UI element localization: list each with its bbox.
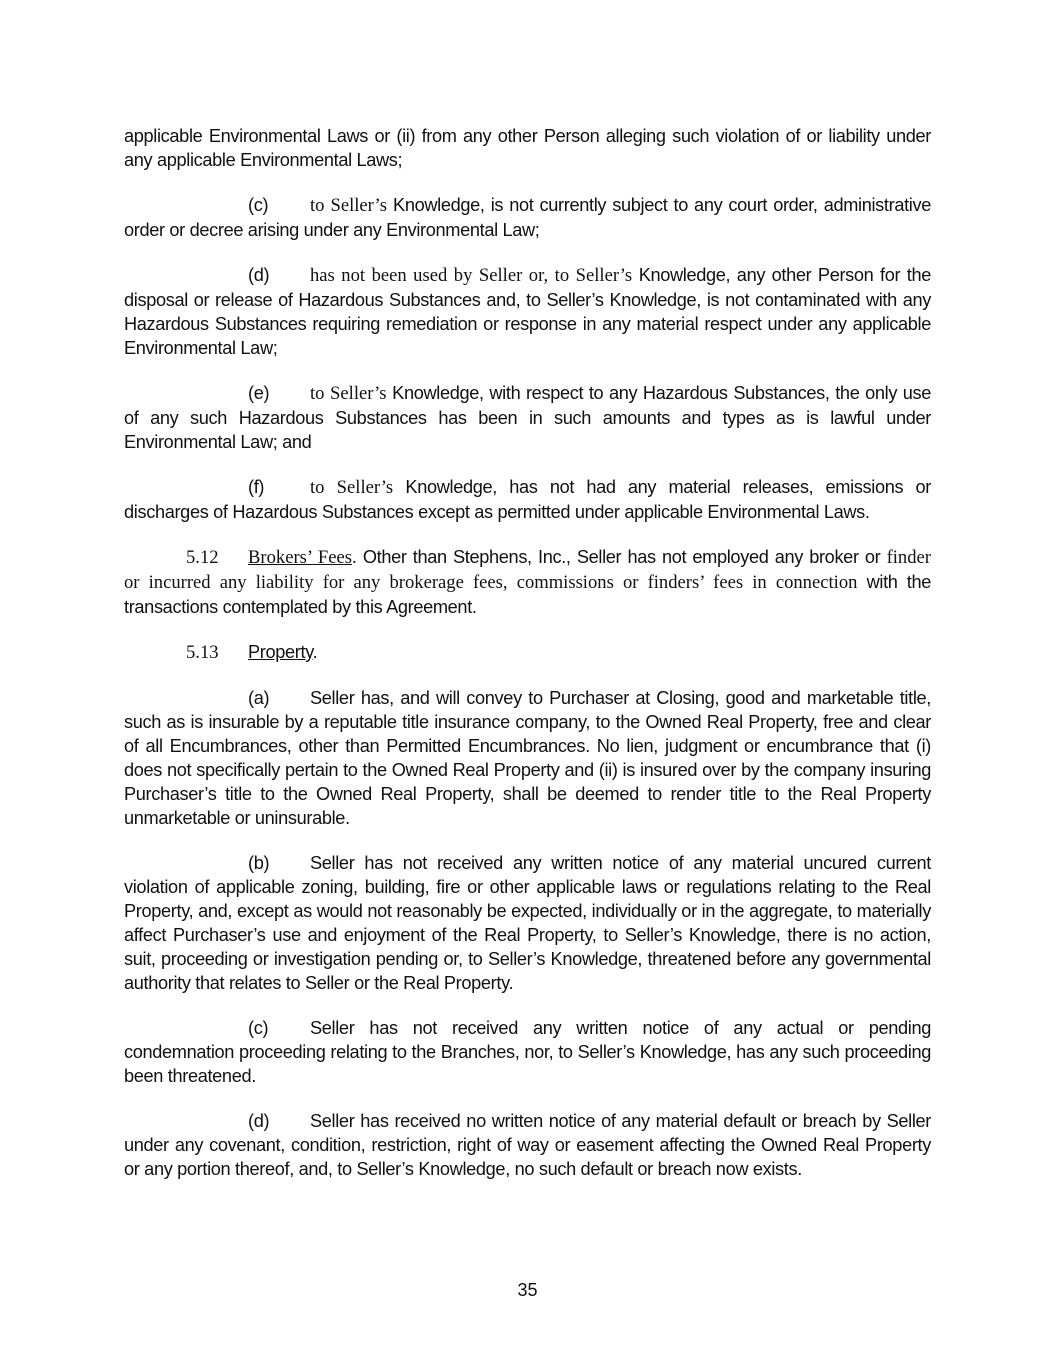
item-text: Knowledge, has not had any material releases, emissions or discharges of Hazardous Substances except as permitted under applicable Environmental Laws. <box>124 477 931 522</box>
item-lead: has not been used by Seller or, to Seller’s <box>310 265 633 286</box>
env-item-d <box>124 263 931 360</box>
item-lead: to Seller’s <box>310 383 387 404</box>
section-5-13 <box>124 640 931 665</box>
property-item-b <box>124 851 931 995</box>
item-label: (d) <box>248 265 270 285</box>
env-item-f <box>124 475 931 524</box>
item-text: Knowledge, with respect to any Hazardous Substances, the only use of any such Hazardous Substances has been in such amounts and types as is lawful under Environmental Law; and <box>124 383 931 452</box>
section-heading: Brokers’ Fees <box>248 547 352 568</box>
section-number: 5.12 <box>186 547 219 568</box>
section-number: 5.13 <box>186 642 219 663</box>
env-item-c <box>124 193 931 242</box>
section-heading-punct: . <box>312 642 318 662</box>
item-label: (e) <box>248 383 270 403</box>
env-item-e <box>124 381 931 454</box>
item-text: Seller has, and will convey to Purchaser at Closing, good and marketable title, such as is insurable by a reputable title insurance company, to the Owned Real Property, free and clear of all Encumbrances, other than Permitted Encumbrances. No lien, judgment or encumbrance that (i) does not specifically pertain to the Owned Real Property and (ii) is insured over by the company insuring Purchaser’s title to the Owned Real Property, shall be deemed to render title to the Real Property unmarketable or uninsurable. <box>124 688 931 828</box>
item-lead: to Seller’s <box>310 195 387 216</box>
item-label: (c) <box>248 195 269 215</box>
item-label: (f) <box>248 477 265 497</box>
section-text-b: finder or incurred any liability for any brokerage fees, commissions or finders’ fees in connection <box>124 547 931 593</box>
section-5-12 <box>124 545 931 619</box>
section-heading: Property <box>248 642 313 662</box>
page-number: 35 <box>517 1280 538 1300</box>
property-item-c <box>124 1016 931 1088</box>
property-item-a <box>124 686 931 830</box>
item-text: Seller has not received any written notice of any material uncured current violation of applicable zoning, building, fire or other applicable laws or regulations relating to the Real Property, and, except as would not reasonably be expected, individually or in the aggregate, to materially affect Purchaser’s use and enjoyment of the Real Property, to Seller’s Knowledge, there is no action, suit, proceeding or investigation pending or, to Seller’s Knowledge, threatened before any governmental authority that relates to Seller or the Real Property. <box>124 853 931 993</box>
item-lead: to Seller’s <box>310 477 394 498</box>
item-label: (c) <box>248 1018 269 1038</box>
section-heading-punct: . <box>351 547 357 568</box>
document-page <box>124 124 931 1181</box>
continuation-paragraph: applicable Environmental Laws or (ii) from any other Person alleging such violation of or liability under any applicable Environmental Laws; <box>124 126 931 170</box>
item-text: Knowledge, any other Person for the disposal or release of Hazardous Substances and, to Seller’s Knowledge, is not contaminated with any Hazardous Substances requiring remediation or response in any material respect under any applicable Environmental Law; <box>124 265 931 358</box>
item-label: (a) <box>248 688 270 708</box>
section-text-a: Other than Stephens, Inc., Seller has not employed any broker or <box>356 547 887 567</box>
section-text-c: with the transactions contemplated by this Agreement. <box>124 572 931 617</box>
item-text: Seller has received no written notice of any material default or breach by Seller under any covenant, condition, restriction, right of way or easement affecting the Owned Real Property or any portion thereof, and, to Seller’s Knowledge, no such default or breach now exists. <box>124 1111 931 1179</box>
item-text: Knowledge, is not currently subject to any court order, administrative order or decree arising under any Environmental Law; <box>124 195 931 240</box>
item-label: (b) <box>248 853 270 873</box>
item-label: (d) <box>248 1111 270 1131</box>
property-item-d <box>124 1109 931 1181</box>
item-text: Seller has not received any written notice of any actual or pending condemnation proceeding relating to the Branches, nor, to Seller’s Knowledge, has any such proceeding been threatened. <box>124 1018 931 1086</box>
